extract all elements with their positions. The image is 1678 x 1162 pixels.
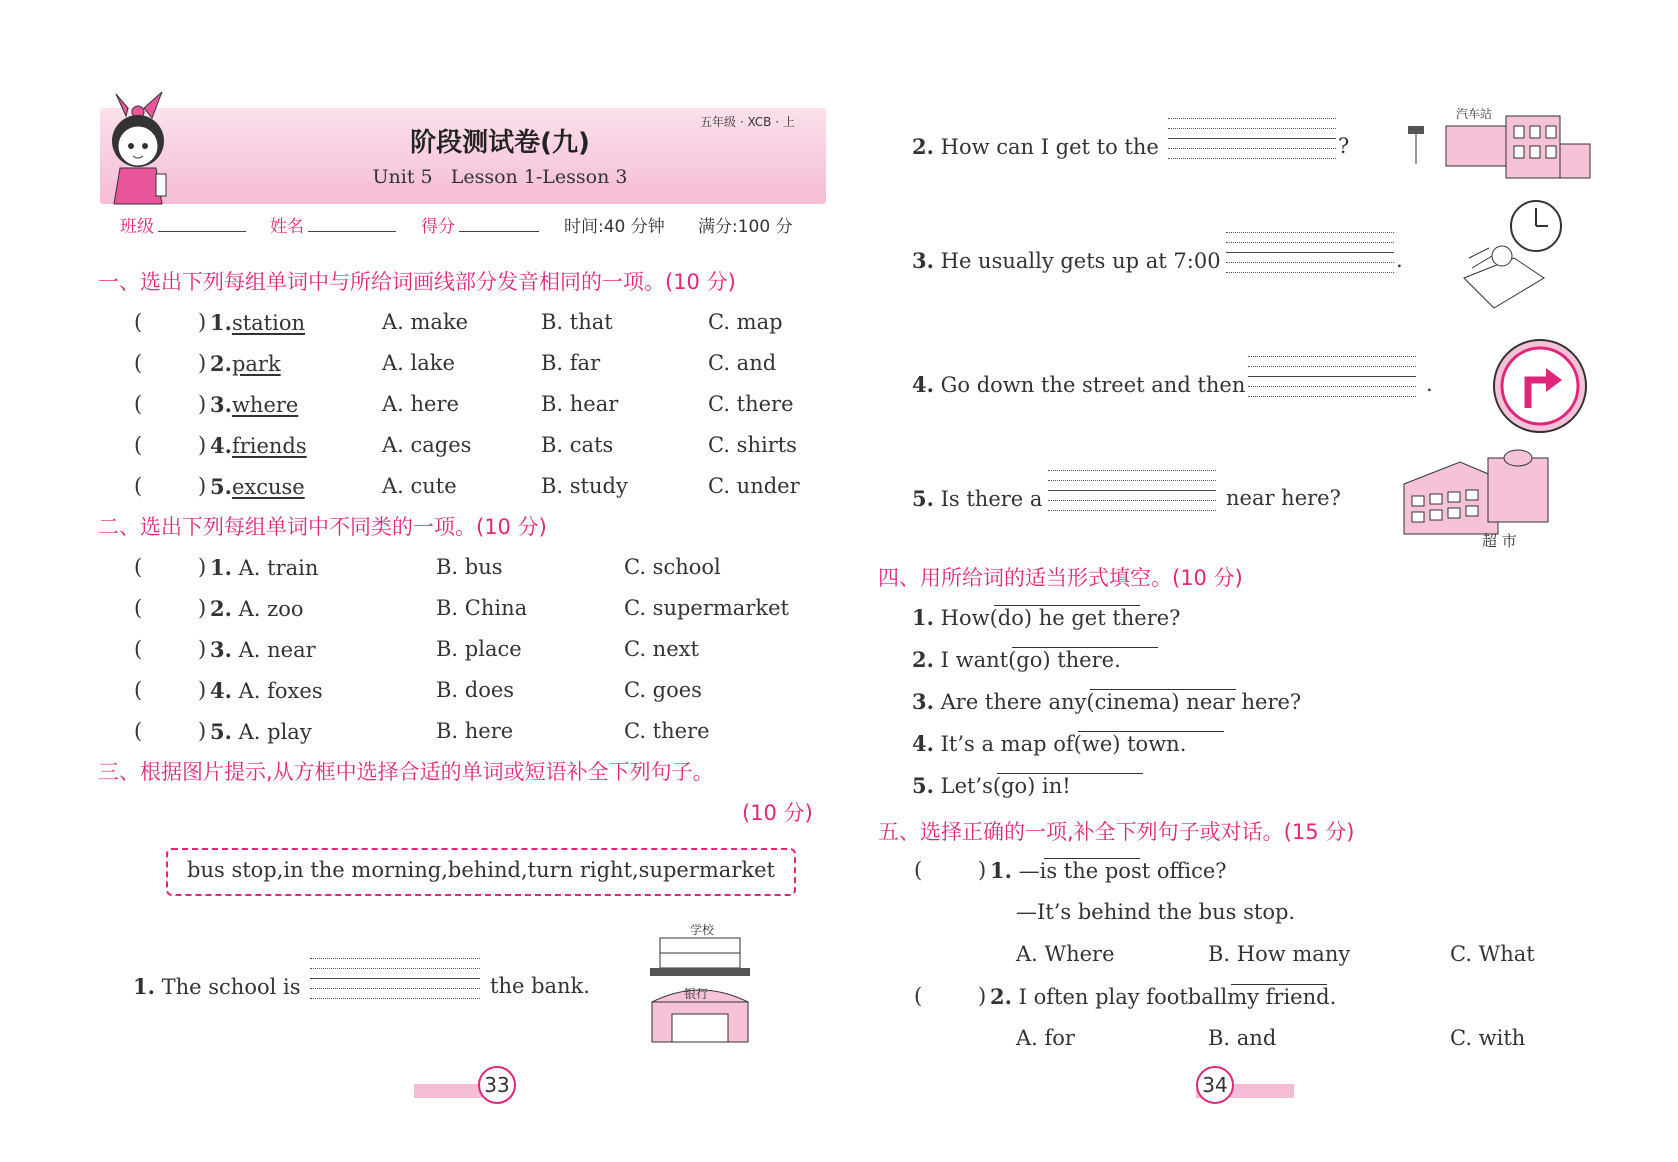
supermarket-icon bbox=[1400, 448, 1552, 548]
sec1-title: 一、选出下列每组单词中与所给词画线部分发音相同的一项。(10 分) bbox=[98, 270, 736, 294]
sec3-q1: 1. The school is bbox=[133, 974, 301, 999]
answer-bracket[interactable]: ( bbox=[134, 433, 143, 457]
sec3-q1-end: the bank. bbox=[490, 974, 590, 998]
sec3-q1-writing-lines[interactable] bbox=[310, 958, 480, 1008]
sec3-q4: 4. Go down the street and then bbox=[912, 372, 1246, 397]
turn-right-sign-icon bbox=[1490, 336, 1590, 436]
score-label: 得分 bbox=[421, 217, 455, 237]
answer-bracket[interactable]: ( bbox=[134, 351, 143, 375]
clock-bed-icon bbox=[1454, 198, 1564, 318]
full-score-info: 满分:100 分 bbox=[698, 217, 793, 237]
sec3-q4-end: . bbox=[1426, 372, 1433, 396]
station-label: 汽车站 bbox=[1456, 107, 1493, 121]
fill-blank[interactable] bbox=[1012, 647, 1158, 648]
sec3-q5-end: near here? bbox=[1226, 486, 1341, 510]
answer-bracket[interactable]: ( bbox=[134, 637, 143, 661]
score-field[interactable] bbox=[421, 212, 543, 237]
sec5-q1-reply: —It’s behind the bus stop. bbox=[1016, 900, 1296, 924]
name-label: 姓名 bbox=[270, 217, 304, 237]
fill-blank[interactable] bbox=[994, 605, 1140, 606]
answer-bracket[interactable]: ( bbox=[134, 310, 143, 334]
sec3-q3-end: . bbox=[1396, 248, 1403, 272]
fill-blank[interactable] bbox=[1090, 689, 1236, 690]
fill-blank[interactable] bbox=[997, 773, 1143, 774]
sec5-title: 五、选择正确的一项,补全下列句子或对话。(15 分) bbox=[878, 820, 1355, 844]
sec3-q5-writing-lines[interactable] bbox=[1048, 470, 1216, 520]
fill-blank[interactable] bbox=[1078, 731, 1224, 732]
answer-bracket[interactable]: ( bbox=[134, 555, 143, 579]
page-number-right: 34 bbox=[1196, 1066, 1234, 1104]
sec3-q2: 2. How can I get to the bbox=[912, 134, 1159, 159]
word-box-text: bus stop,in the morning,behind,turn right,supermarket bbox=[187, 858, 775, 882]
sec4-row: 3. Are there any (cinema) near here? bbox=[912, 689, 1302, 714]
sec3-q2-end: ? bbox=[1338, 134, 1350, 158]
sec3-q2-writing-lines[interactable] bbox=[1168, 118, 1336, 168]
class-field[interactable] bbox=[120, 212, 250, 237]
bus-station-icon bbox=[1406, 104, 1594, 184]
answer-bracket[interactable]: ( bbox=[134, 719, 143, 743]
sec4-row: 1. How (do) he get there? bbox=[912, 605, 1181, 630]
school-bank-icon bbox=[640, 918, 764, 1048]
page-title: 阶段测试卷(九) bbox=[410, 128, 590, 158]
time-info: 时间:40 分钟 bbox=[564, 217, 665, 237]
supermarket-label: 超 市 bbox=[1482, 532, 1517, 548]
sec3-q3-writing-lines[interactable] bbox=[1226, 232, 1394, 282]
sec4-row: 2. I want (go) there. bbox=[912, 647, 1121, 672]
sec3-q3: 3. He usually gets up at 7:00 bbox=[912, 248, 1221, 273]
sec4-row: 5. Let’s (go) in! bbox=[912, 773, 1071, 798]
class-label: 班级 bbox=[120, 217, 154, 237]
school-label: 学校 bbox=[690, 923, 715, 937]
sec4-row: 4. It’s a map of (we) town. bbox=[912, 731, 1186, 756]
girl-mascot-icon bbox=[96, 86, 186, 206]
sec4-title: 四、用所给词的适当形式填空。(10 分) bbox=[878, 566, 1243, 590]
answer-bracket[interactable]: ( bbox=[134, 596, 143, 620]
answer-bracket[interactable]: ( bbox=[134, 392, 143, 416]
sec2-title: 二、选出下列每组单词中不同类的一项。(10 分) bbox=[98, 515, 547, 539]
answer-bracket[interactable]: ( bbox=[134, 678, 143, 702]
answer-bracket[interactable]: ( bbox=[134, 474, 143, 498]
page-subtitle: Unit 5 Lesson 1-Lesson 3 bbox=[372, 166, 628, 188]
page-number-left: 33 bbox=[478, 1066, 516, 1104]
grade-tag: 五年级 · XCB · 上 bbox=[700, 115, 795, 129]
sec3-score: (10 分) bbox=[742, 801, 813, 825]
name-field[interactable] bbox=[270, 212, 400, 237]
bank-label: 银行 bbox=[684, 987, 709, 1001]
sec3-title: 三、根据图片提示,从方框中选择合适的单词或短语补全下列句子。 bbox=[98, 760, 714, 784]
sec3-q5: 5. Is there a bbox=[912, 486, 1043, 511]
sec3-q4-writing-lines[interactable] bbox=[1248, 356, 1416, 406]
